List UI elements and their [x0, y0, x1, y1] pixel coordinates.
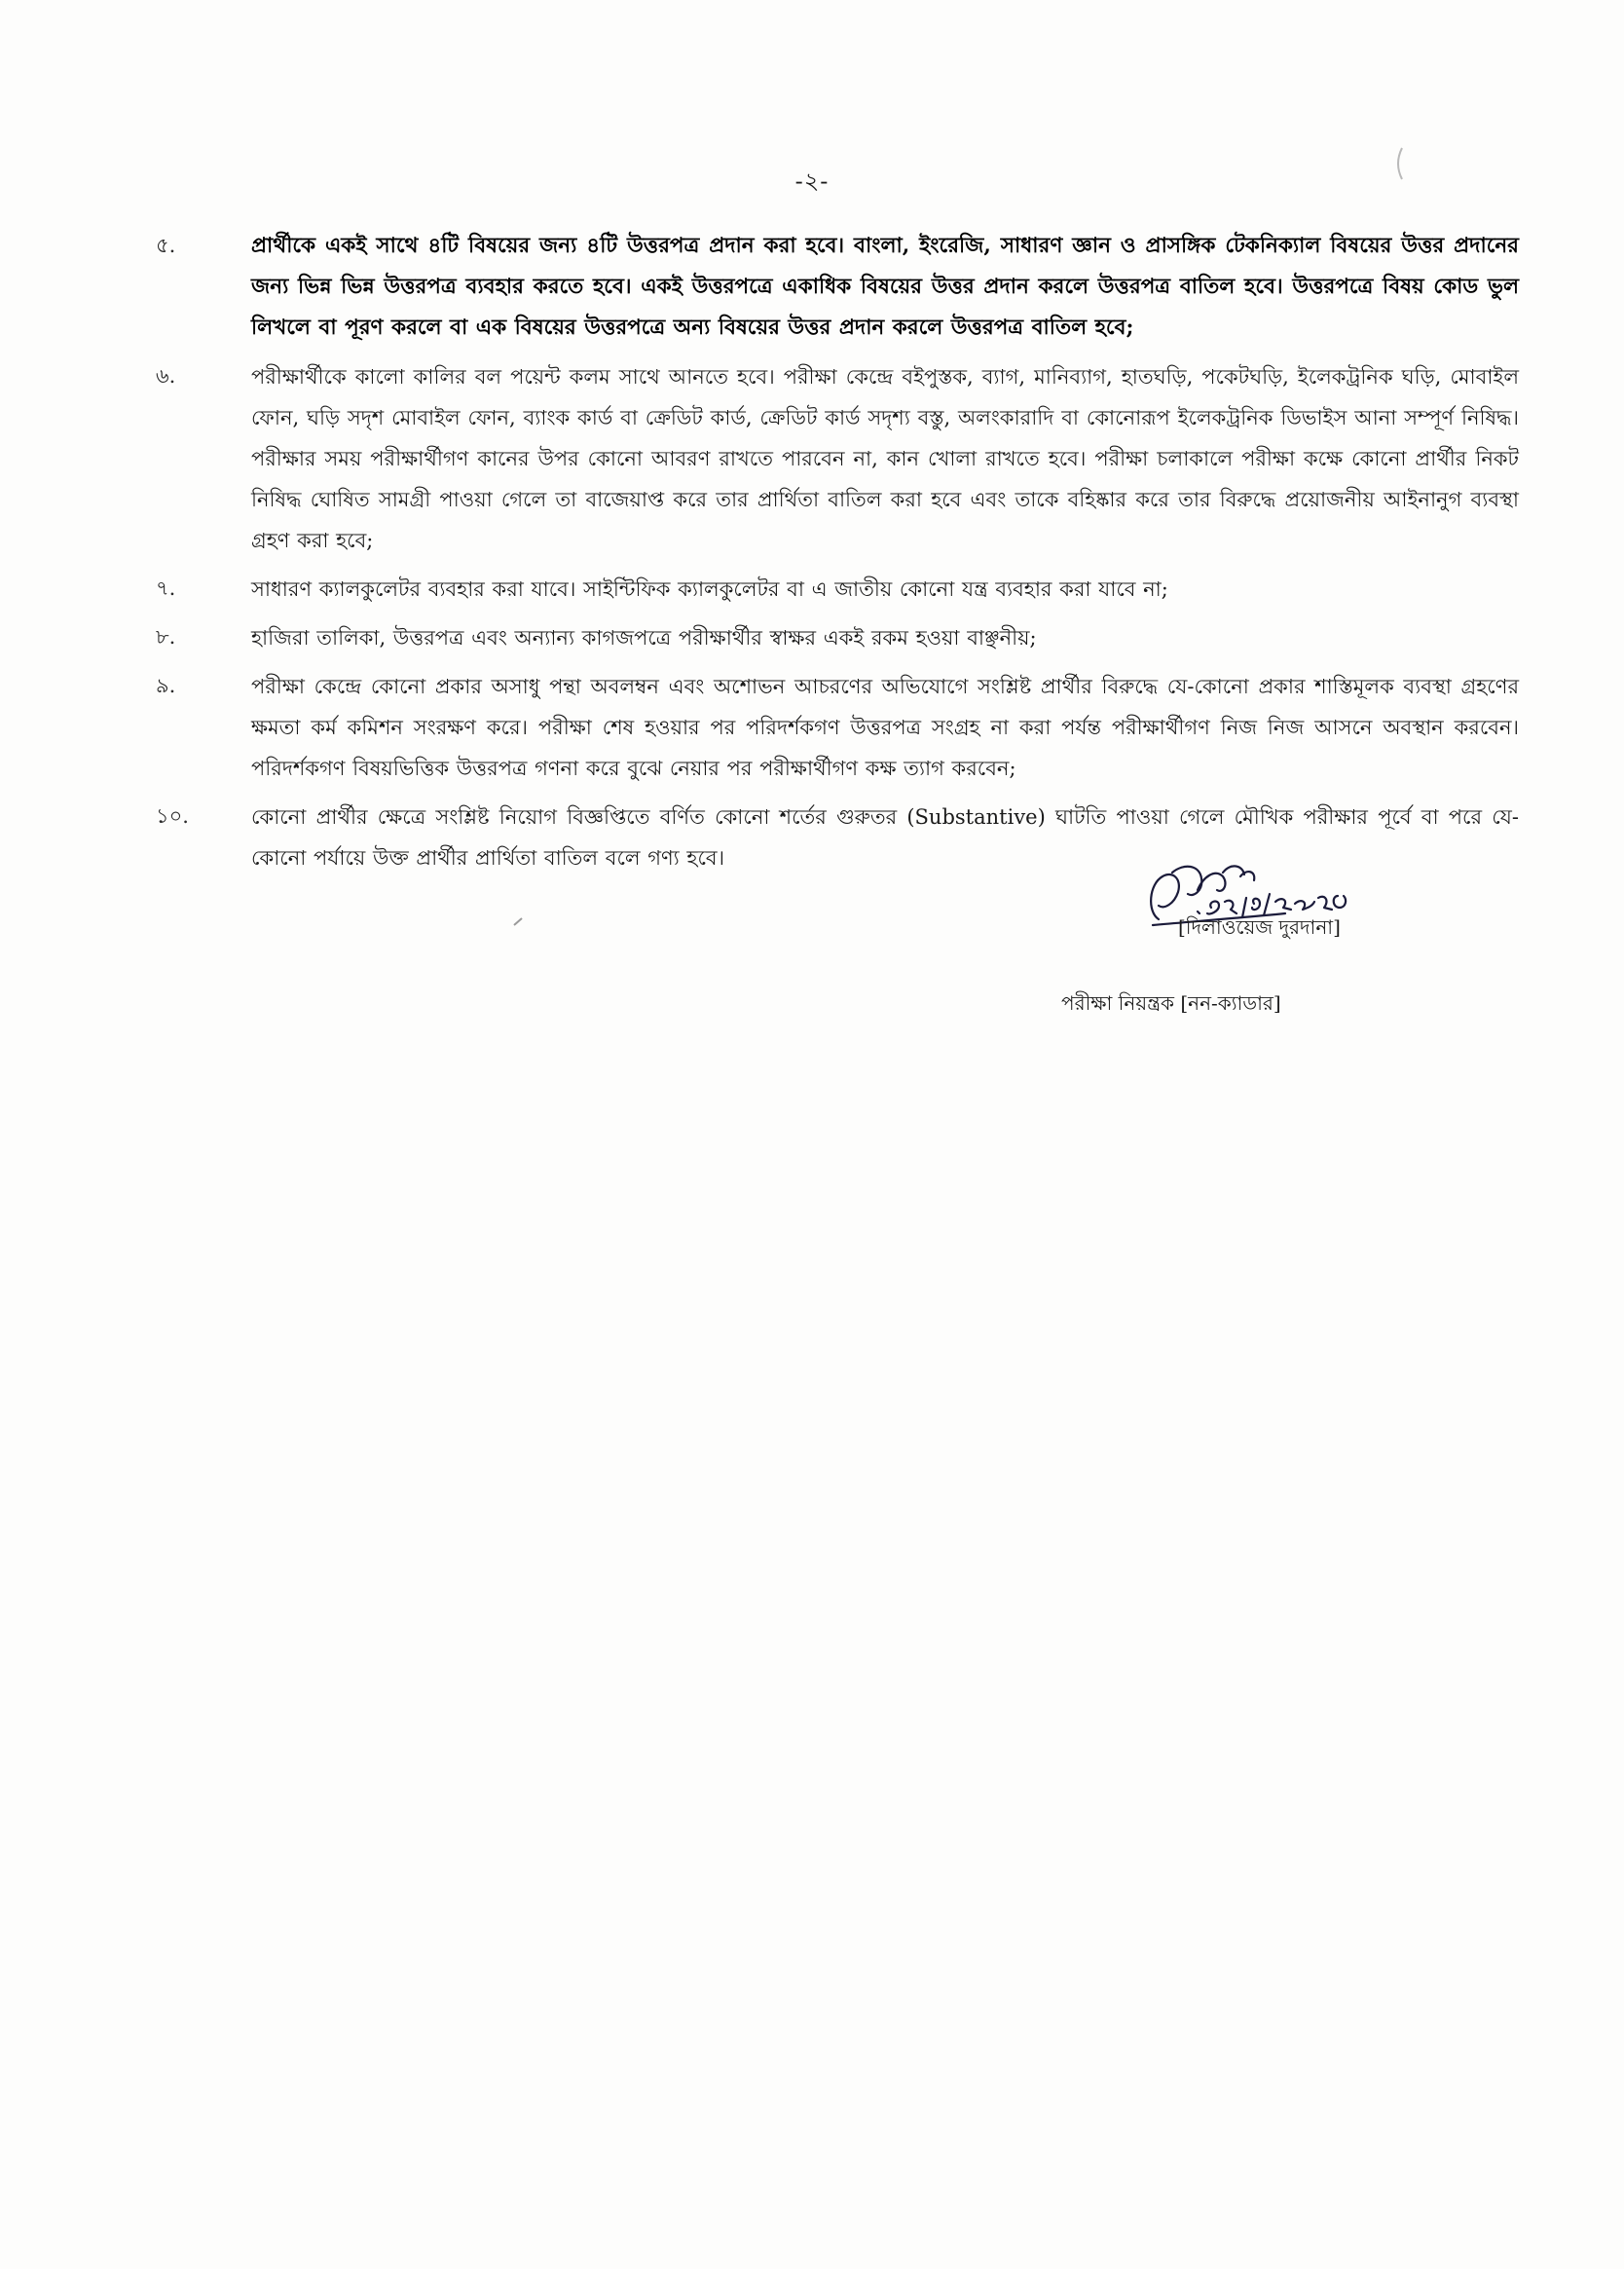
instruction-list: [156, 226, 1519, 886]
list-item: [156, 666, 1519, 789]
item-text: পরীক্ষা কেন্দ্রে কোনো প্রকার অসাধু পন্থা অবলম্বন এবং অশোভন আচরণের অভিযোগে সংশ্লিষ্ট প্রার্থীর বিরুদ্ধে যে-কোনো প্রকার শাস্তিমূলক ব্যবস্থা গ্রহণের ক্ষমতা কর্ম কমিশন সংরক্ষণ করে। পরীক্ষা শেষ হওয়ার পর পরিদর্শকগণ উত্তরপত্র সংগ্রহ না করা পর্যন্ত পরীক্ষার্থীগণ নিজ নিজ আসনে অবস্থান করবেন। পরিদর্শকগণ বিষয়ভিত্তিক উত্তরপত্র গণনা করে বুঝে নেয়ার পর পরীক্ষার্থীগণ কক্ষ ত্যাগ করবেন;: [251, 675, 1519, 780]
item-number: ১০.: [156, 804, 189, 828]
item-number: ৫.: [156, 234, 176, 257]
scan-mark-top-right: [1390, 144, 1410, 183]
item-text: কোনো প্রার্থীর ক্ষেত্রে সংশ্লিষ্ট নিয়োগ বিজ্ঞপ্তিতে বর্ণিত কোনো শর্তের গুরুতর (Substantive) ঘাটতি পাওয়া গেলে মৌখিক পরীক্ষার পূর্বে বা পরে যে-কোনো পর্যায়ে উক্ত প্রার্থীর প্রার্থিতা বাতিল বলে গণ্য হবে।: [251, 805, 1519, 870]
item-text: প্রার্থীকে একই সাথে ৪টি বিষয়ের জন্য ৪টি উত্তরপত্র প্রদান করা হবে। বাংলা, ইংরেজি, সাধারণ জ্ঞান ও প্রাসঙ্গিক টেকনিক্যাল বিষয়ের উত্তর প্রদানের জন্য ভিন্ন ভিন্ন উত্তরপত্র ব্যবহার করতে হবে। একই উত্তরপত্রে একাধিক বিষয়ের উত্তর প্রদান করলে উত্তরপত্র বাতিল হবে। উত্তরপত্রে বিষয় কোড ভুল লিখলে বা পূরণ করলে বা এক বিষয়ের উত্তরপত্রে অন্য বিষয়ের উত্তর প্রদান করলে উত্তরপত্র বাতিল হবে;: [251, 234, 1519, 340]
list-item: [156, 569, 1519, 610]
signature-block: [1061, 855, 1412, 1040]
signer-name: [দিলাওয়েজ দুরদানা]: [1178, 915, 1341, 939]
list-item: [156, 226, 1519, 349]
list-item: [156, 617, 1519, 658]
item-number: ৭.: [156, 577, 176, 600]
item-number: ৮.: [156, 625, 176, 649]
item-text: হাজিরা তালিকা, উত্তরপত্র এবং অন্যান্য কাগজপত্রে পরীক্ষার্থীর স্বাক্ষর একই রকম হওয়া বাঞ্ছনীয়;: [251, 626, 1037, 650]
item-text: পরীক্ষার্থীকে কালো কালির বল পয়েন্ট কলম সাথে আনতে হবে। পরীক্ষা কেন্দ্রে বইপুস্তক, ব্যাগ, মানিব্যাগ, হাতঘড়ি, পকেটঘড়ি, ইলেকট্রনিক ঘড়ি, মোবাইল ফোন, ঘড়ি সদৃশ মোবাইল ফোন, ব্যাংক কার্ড বা ক্রেডিট কার্ড, ক্রেডিট কার্ড সদৃশ্য বস্তু, অলংকারাদি বা কোনোরূপ ইলেকট্রনিক ডিভাইস আনা সম্পূর্ণ নিষিদ্ধ। পরীক্ষার সময় পরীক্ষার্থীগণ কানের উপর কোনো আবরণ রাখতে পারবেন না, কান খোলা রাখতে হবে। পরীক্ষা চলাকালে পরীক্ষা কক্ষে কোনো প্রার্থীর নিকট নিষিদ্ধ ঘোষিত সামগ্রী পাওয়া গেলে তা বাজেয়াপ্ত করে তার প্রার্থিতা বাতিল করা হবে এবং তাকে বহিষ্কার করে তার বিরুদ্ধে প্রয়োজনীয় আইনানুগ ব্যবস্থা গ্রহণ করা হবে;: [251, 365, 1519, 552]
page-number: -২-: [794, 167, 830, 195]
scan-mark-middle: [512, 915, 526, 927]
item-number: ৬.: [156, 364, 176, 388]
list-item: [156, 356, 1519, 561]
signer-title: পরীক্ষা নিয়ন্ত্রক [নন-ক্যাডার]: [1061, 991, 1281, 1015]
item-text: সাধারণ ক্যালকুলেটর ব্যবহার করা যাবে। সাইন্টিফিক ক্যালকুলেটর বা এ জাতীয় কোনো যন্ত্র ব্যবহার করা যাবে না;: [251, 577, 1168, 601]
item-number: ৯.: [156, 674, 176, 697]
